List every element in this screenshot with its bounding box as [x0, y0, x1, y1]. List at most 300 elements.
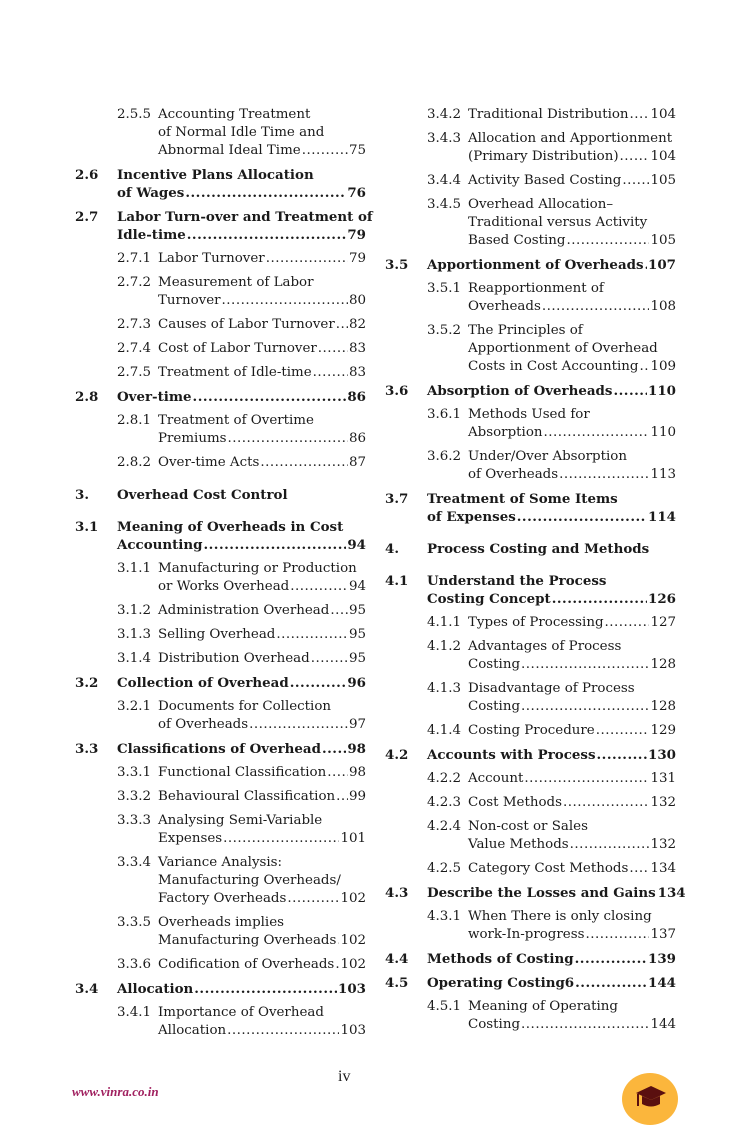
toc-entry[interactable] [75, 980, 366, 998]
toc-page-ref: 103 [340, 1023, 366, 1038]
toc-page-ref: 127 [650, 615, 676, 630]
dot-leader [311, 650, 348, 668]
toc-entry-number: 3.1.3 [117, 627, 152, 642]
dot-leader [559, 466, 649, 484]
toc-page-ref: 97 [348, 717, 366, 732]
toc-entry-title: of Expenses [427, 509, 516, 525]
toc-entry-title: Process Costing and Methods [427, 541, 650, 557]
toc-entry-title: Overheads [468, 299, 541, 314]
toc-entry-number: 4.2.2 [427, 771, 462, 786]
dot-leader [290, 674, 347, 692]
toc-entry[interactable] [385, 884, 686, 902]
toc-entry-title: Importance of Overhead [158, 1005, 324, 1020]
toc-page-ref: 129 [650, 723, 676, 738]
toc-entry-title: The Principles of [468, 323, 583, 338]
toc-entry-title: When There is only closing [468, 909, 652, 924]
dot-leader [290, 578, 348, 596]
toc-page-ref: 110 [650, 425, 676, 440]
toc-page-ref: 83 [348, 341, 366, 356]
toc-entry[interactable] [75, 602, 366, 620]
toc-entry-title: Costs in Cost Accounting [468, 359, 639, 374]
dot-leader [613, 382, 647, 400]
toc-entry[interactable] [385, 908, 676, 944]
toc-entry[interactable] [75, 166, 366, 202]
toc-entry-title: Accounting [117, 537, 203, 553]
toc-entry-title: Costing [468, 657, 521, 672]
toc-entry-number: 4.1 [385, 573, 409, 589]
toc-entry-number: 3.4.1 [117, 1005, 152, 1020]
toc-entry[interactable] [75, 486, 366, 504]
toc-entry-title: Documents for Collection [158, 699, 331, 714]
toc-entry-title: Costing [468, 1017, 521, 1032]
toc-page-ref: 114 [648, 509, 676, 525]
toc-entry-number: 2.8.2 [117, 455, 152, 470]
toc-entry-title: Meaning of Operating [468, 999, 618, 1014]
toc-entry-title: Costing [468, 699, 521, 714]
toc-page-ref: 130 [648, 747, 676, 763]
toc-entry-title: Methods Used for [468, 407, 590, 422]
toc-entry-title: Apportionment of Overheads [427, 257, 644, 273]
toc-entry-title: Selling Overhead [158, 627, 276, 642]
toc-page-ref: 75 [348, 143, 366, 158]
toc-entry-number: 3.7 [385, 491, 409, 507]
toc-entry-number: 4.4 [385, 951, 409, 967]
toc-entry-number: 3.3.5 [117, 915, 152, 930]
toc-entry-title: of Overheads [468, 467, 559, 482]
toc-entry[interactable] [75, 274, 366, 310]
toc-entry-title: Describe the Losses and Gains [427, 885, 656, 901]
dot-leader [337, 932, 339, 950]
toc-entry[interactable] [385, 490, 676, 526]
toc-entry-number: 2.7.2 [117, 275, 152, 290]
toc-page-ref: 144 [648, 975, 676, 991]
toc-page-ref: 95 [348, 651, 366, 666]
dot-leader [552, 590, 647, 608]
toc-page-ref: 83 [348, 365, 366, 380]
toc-entry-number: 3.4.3 [427, 131, 462, 146]
toc-page-ref: 103 [338, 981, 366, 997]
toc-page-ref: 95 [348, 627, 366, 642]
toc-entry[interactable] [75, 854, 366, 908]
toc-entry-title: Allocation and Apportionment [468, 131, 673, 146]
toc-entry-number: 3.5.1 [427, 281, 462, 296]
toc-page-ref: 128 [650, 657, 676, 672]
toc-entry-title: Account [468, 771, 524, 786]
toc-entry-title: Category Cost Methods [468, 861, 629, 876]
dot-leader [585, 926, 649, 944]
dot-leader [185, 184, 346, 202]
toc-entry-title: Idle-time [117, 227, 186, 243]
toc-entry[interactable] [75, 518, 366, 554]
dot-leader [330, 602, 348, 620]
toc-entry-number: 4.2.3 [427, 795, 462, 810]
dot-leader [563, 794, 649, 812]
toc-entry-title: Advantages of Process [468, 639, 622, 654]
website-link[interactable]: www.vinra.co.in [72, 1084, 159, 1099]
dot-leader [336, 788, 348, 806]
dot-leader [596, 722, 650, 740]
toc-entry-title: Treatment of Some Items [427, 491, 618, 507]
toc-entry-title: of Wages [117, 185, 185, 201]
toc-entry-number: 3.4.4 [427, 173, 462, 188]
toc-entry-number: 4.3 [385, 885, 409, 901]
toc-page-ref: 105 [650, 173, 676, 188]
toc-entry[interactable] [385, 448, 676, 484]
dot-leader [228, 430, 348, 448]
dot-leader [335, 956, 339, 974]
toc-entry-number: 2.8 [75, 389, 99, 405]
toc-entry-title: Absorption [468, 425, 543, 440]
toc-entry[interactable] [75, 208, 373, 244]
toc-entry-number: 3.3.6 [117, 957, 152, 972]
toc-page-ref: 99 [348, 789, 366, 804]
toc-entry-title: Incentive Plans Allocation [117, 167, 314, 183]
toc-entry[interactable] [75, 412, 366, 448]
toc-entry-number: 3.3 [75, 741, 99, 757]
toc-entry-number: 2.5.5 [117, 107, 152, 122]
toc-entry-title: Allocation [158, 1023, 227, 1038]
toc-page-ref: 144 [650, 1017, 676, 1032]
toc-entry-title: Distribution Overhead [158, 651, 310, 666]
toc-entry-number: 3.1.1 [117, 561, 152, 576]
toc-entry[interactable] [75, 698, 366, 734]
dot-leader [517, 508, 647, 526]
toc-entry[interactable] [385, 280, 676, 316]
dot-leader [620, 148, 650, 166]
dot-leader [313, 364, 348, 382]
toc-page-ref: 102 [340, 933, 366, 948]
toc-entry[interactable] [75, 740, 366, 758]
dot-leader [570, 836, 650, 854]
toc-left-column [75, 106, 373, 1046]
toc-entry[interactable] [75, 560, 366, 596]
toc-entry-title: Factory Overheads [158, 891, 287, 906]
toc-entry-number: 4.1.4 [427, 723, 462, 738]
dot-leader [266, 250, 348, 268]
toc-page-ref: 101 [340, 831, 366, 846]
toc-entry-title: Treatment of Overtime [158, 413, 314, 428]
toc-entry-number: 3.1.2 [117, 603, 152, 618]
dot-leader [227, 1022, 339, 1040]
toc-page-ref: 79 [347, 227, 366, 243]
toc-entry-number: 3.5.2 [427, 323, 462, 338]
dot-leader [575, 974, 647, 992]
toc-page-ref: 139 [648, 951, 676, 967]
toc-entry-title: Analysing Semi-Variable [158, 813, 323, 828]
toc-page-ref: 137 [650, 927, 676, 942]
dot-leader [193, 388, 347, 406]
dot-leader [597, 746, 648, 764]
toc-entry[interactable] [385, 172, 676, 190]
toc-page-ref: 95 [348, 603, 366, 618]
toc-entry[interactable] [385, 614, 676, 632]
toc-entry-number: 4.2.4 [427, 819, 462, 834]
toc-entry-title: Meaning of Overheads in Cost [117, 519, 344, 535]
toc-entry-title: (Primary Distribution) [468, 149, 619, 164]
toc-entry[interactable] [75, 250, 366, 268]
toc-entry-number: 3.4.2 [427, 107, 462, 122]
toc-entry-number: 2.7.4 [117, 341, 152, 356]
toc-entry[interactable] [75, 914, 366, 950]
toc-entry-title: Measurement of Labor [158, 275, 314, 290]
toc-page-ref: 105 [650, 233, 676, 248]
toc-entry[interactable] [385, 974, 676, 992]
toc-entry-number: 2.8.1 [117, 413, 152, 428]
toc-entry-title: Variance Analysis: [158, 855, 283, 870]
toc-entry[interactable] [385, 256, 676, 274]
toc-entry-title: Manufacturing or Production [158, 561, 357, 576]
dot-leader [622, 172, 649, 190]
toc-entry-title: Overheads implies [158, 915, 285, 930]
toc-page-ref: 94 [347, 537, 366, 553]
toc-page-ref: 98 [347, 741, 366, 757]
toc-entry-number: 2.7.5 [117, 365, 152, 380]
toc-entry-number: 3.2.1 [117, 699, 152, 714]
toc-entry-title: Allocation [117, 981, 194, 997]
toc-entry-title: Non-cost or Sales [468, 819, 588, 834]
toc-right-column [385, 106, 686, 1040]
toc-page-ref: 79 [348, 251, 366, 266]
toc-page-ref: 102 [340, 957, 366, 972]
toc-entry-title: Accounts with Process [427, 747, 596, 763]
toc-entry-number: 3.1 [75, 519, 99, 535]
dot-leader [521, 1016, 649, 1034]
toc-entry[interactable] [385, 638, 676, 674]
dot-leader [605, 614, 650, 632]
toc-entry-number: 2.7 [75, 209, 99, 225]
toc-entry-number: 4.1.1 [427, 615, 462, 630]
dot-leader [249, 716, 348, 734]
dot-leader [276, 626, 348, 644]
toc-entry[interactable] [385, 746, 676, 764]
dot-leader [524, 770, 649, 788]
toc-entry-title: or Works Overhead [158, 579, 290, 594]
toc-entry[interactable] [75, 788, 366, 806]
toc-page-ref: 76 [347, 185, 366, 201]
toc-entry[interactable] [385, 382, 676, 400]
toc-entry[interactable] [385, 770, 676, 788]
dot-leader [542, 298, 650, 316]
dot-leader [327, 764, 348, 782]
toc-entry-title: Overhead Allocation– [468, 197, 614, 212]
toc-entry-title: of Overheads [158, 717, 249, 732]
toc-entry-number: 3.3.1 [117, 765, 152, 780]
toc-entry-title: Accounting Treatment [158, 107, 311, 122]
toc-entry-title: Cost of Labor Turnover [158, 341, 317, 356]
toc-entry-number: 2.7.1 [117, 251, 152, 266]
toc-entry[interactable] [75, 340, 366, 358]
toc-entry-number: 4.1.3 [427, 681, 462, 696]
toc-entry-number: 4.5 [385, 975, 409, 991]
toc-entry[interactable] [75, 626, 366, 644]
toc-entry[interactable] [385, 572, 676, 608]
toc-entry-number: 4. [385, 541, 399, 557]
toc-entry-title: Labor Turnover [158, 251, 265, 266]
dot-leader [630, 106, 650, 124]
toc-entry-title: Functional Classification [158, 765, 327, 780]
toc-entry-number: 3.4 [75, 981, 99, 997]
dot-leader [521, 656, 649, 674]
toc-entry-title: Over-time [117, 389, 192, 405]
toc-entry-number: 2.7.3 [117, 317, 152, 332]
toc-entry-title: Expenses [158, 831, 223, 846]
toc-page-ref: 104 [650, 149, 676, 164]
toc-entry[interactable] [385, 794, 676, 812]
dot-leader [322, 740, 346, 758]
toc-entry-number: 3.6.1 [427, 407, 462, 422]
toc-entry-title: Manufacturing Overheads/ [158, 873, 341, 888]
toc-page-ref: 132 [650, 837, 676, 852]
toc-entry-title: Methods of Costing [427, 951, 574, 967]
dot-leader [260, 454, 348, 472]
toc-entry[interactable] [75, 812, 366, 848]
dot-leader [544, 424, 650, 442]
toc-entry-number: 4.2.5 [427, 861, 462, 876]
toc-entry[interactable] [75, 1004, 366, 1040]
toc-entry[interactable] [385, 950, 676, 968]
dot-leader [187, 226, 347, 244]
toc-page-ref: 109 [650, 359, 676, 374]
toc-page-ref: 107 [648, 257, 676, 273]
toc-entry[interactable] [385, 860, 676, 878]
toc-entry[interactable] [75, 106, 366, 160]
toc-entry-title: of Normal Idle Time and [158, 125, 325, 140]
toc-entry[interactable] [385, 406, 676, 442]
dot-leader [194, 980, 337, 998]
toc-entry-title: Under/Over Absorption [468, 449, 627, 464]
toc-entry[interactable] [75, 388, 366, 406]
toc-entry-title: Types of Processing [468, 615, 604, 630]
toc-entry-number: 4.1.2 [427, 639, 462, 654]
toc-entry[interactable] [385, 322, 676, 376]
dot-leader [567, 232, 650, 250]
toc-page-ref: 131 [650, 771, 676, 786]
toc-page-ref: 96 [347, 675, 366, 691]
toc-entry[interactable] [75, 316, 366, 334]
toc-page-ref: 86 [347, 389, 366, 405]
dot-leader [302, 142, 348, 160]
toc-entry[interactable] [385, 818, 676, 854]
toc-entry-title: Traditional Distribution [468, 107, 629, 122]
toc-entry-title: Over-time Acts [158, 455, 260, 470]
dot-leader [521, 698, 649, 716]
toc-entry-title: Costing Procedure [468, 723, 595, 738]
toc-entry[interactable] [75, 674, 366, 692]
toc-entry-title: Based Costing [468, 233, 566, 248]
dot-leader [629, 860, 649, 878]
toc-entry-title: Labor Turn-over and Treatment of [117, 209, 373, 225]
toc-entry-number: 3.3.2 [117, 789, 152, 804]
toc-page-ref: 80 [348, 293, 366, 308]
toc-entry-title: Turnover [158, 293, 221, 308]
toc-entry-number: 4.2 [385, 747, 409, 763]
toc-entry[interactable] [385, 106, 676, 124]
dot-leader [645, 256, 648, 274]
toc-entry-title: Behavioural Classification [158, 789, 336, 804]
toc-entry-title: Operating Costing6 [427, 975, 575, 991]
toc-entry-title: Traditional versus Activity [468, 215, 648, 230]
toc-entry-title: Costing Concept [427, 591, 551, 607]
toc-entry-title: Absorption of Overheads [427, 383, 613, 399]
toc-entry[interactable] [75, 364, 366, 382]
toc-page-ref: 102 [340, 891, 366, 906]
toc-entry-title: Administration Overhead [158, 603, 330, 618]
toc-entry-number: 3.4.5 [427, 197, 462, 212]
dot-leader [336, 316, 348, 334]
toc-entry[interactable] [75, 764, 366, 782]
dot-leader [222, 292, 348, 310]
toc-entry-title: Value Methods [468, 837, 569, 852]
dot-leader [575, 950, 647, 968]
toc-entry-title: Abnormal Ideal Time [158, 143, 301, 158]
toc-page-ref: 110 [648, 383, 676, 399]
toc-page-ref: 134 [650, 861, 676, 876]
toc-page-ref: 104 [650, 107, 676, 122]
toc-entry-number: 3.6.2 [427, 449, 462, 464]
toc-entry-title: Cost Methods [468, 795, 562, 810]
toc-entry[interactable] [75, 956, 366, 974]
toc-entry-title: Causes of Labor Turnover [158, 317, 335, 332]
toc-entry[interactable] [385, 540, 676, 558]
toc-entry-number: 3.2 [75, 675, 99, 691]
toc-entry[interactable] [385, 722, 676, 740]
toc-entry-title: Collection of Overhead [117, 675, 289, 691]
toc-page-ref: 132 [650, 795, 676, 810]
toc-page-ref: 86 [348, 431, 366, 446]
toc-page-ref: 108 [650, 299, 676, 314]
toc-entry-number: 3.3.4 [117, 855, 152, 870]
toc-entry[interactable] [385, 998, 676, 1034]
toc-entry-number: 4.5.1 [427, 999, 462, 1014]
dot-leader [318, 340, 348, 358]
dot-leader [223, 830, 339, 848]
toc-entry-number: 3.1.4 [117, 651, 152, 666]
toc-entry-title: Classifications of Overhead [117, 741, 321, 757]
toc-entry-title: Disadvantage of Process [468, 681, 635, 696]
dot-leader [287, 890, 339, 908]
toc-entry[interactable] [385, 196, 676, 250]
graduation-cap-logo-icon [622, 1073, 678, 1125]
toc-entry[interactable] [385, 680, 676, 716]
dot-leader [203, 536, 346, 554]
toc-entry-number: 3.6 [385, 383, 409, 399]
toc-entry-title: Activity Based Costing [468, 173, 622, 188]
toc-entry[interactable] [75, 650, 366, 668]
toc-page-ref: 82 [348, 317, 366, 332]
toc-entry-title: work-In-progress [468, 927, 585, 942]
toc-page-ref: 128 [650, 699, 676, 714]
toc-entry-title: Treatment of Idle-time [158, 365, 312, 380]
toc-entry-title: Understand the Process [427, 573, 607, 589]
toc-entry-number: 3. [75, 487, 89, 503]
toc-entry[interactable] [75, 454, 366, 472]
toc-entry-number: 2.6 [75, 167, 99, 183]
toc-entry-title: Reapportionment of [468, 281, 604, 296]
toc-page-ref: 87 [348, 455, 366, 470]
toc-entry-number: 4.3.1 [427, 909, 462, 924]
toc-entry-title: Overhead Cost Control [117, 487, 288, 503]
toc-page-ref: 113 [650, 467, 676, 482]
toc-entry-number: 3.5 [385, 257, 409, 273]
toc-entry-number: 3.3.3 [117, 813, 152, 828]
toc-entry-title: Manufacturing Overheads [158, 933, 337, 948]
toc-entry[interactable] [385, 130, 676, 166]
page-number: iv [338, 1068, 351, 1085]
toc-entry-title: Apportionment of Overhead [468, 341, 658, 356]
toc-page-ref: 126 [648, 591, 676, 607]
toc-entry-title: Codification of Overheads [158, 957, 335, 972]
toc-page-ref: 94 [348, 579, 366, 594]
